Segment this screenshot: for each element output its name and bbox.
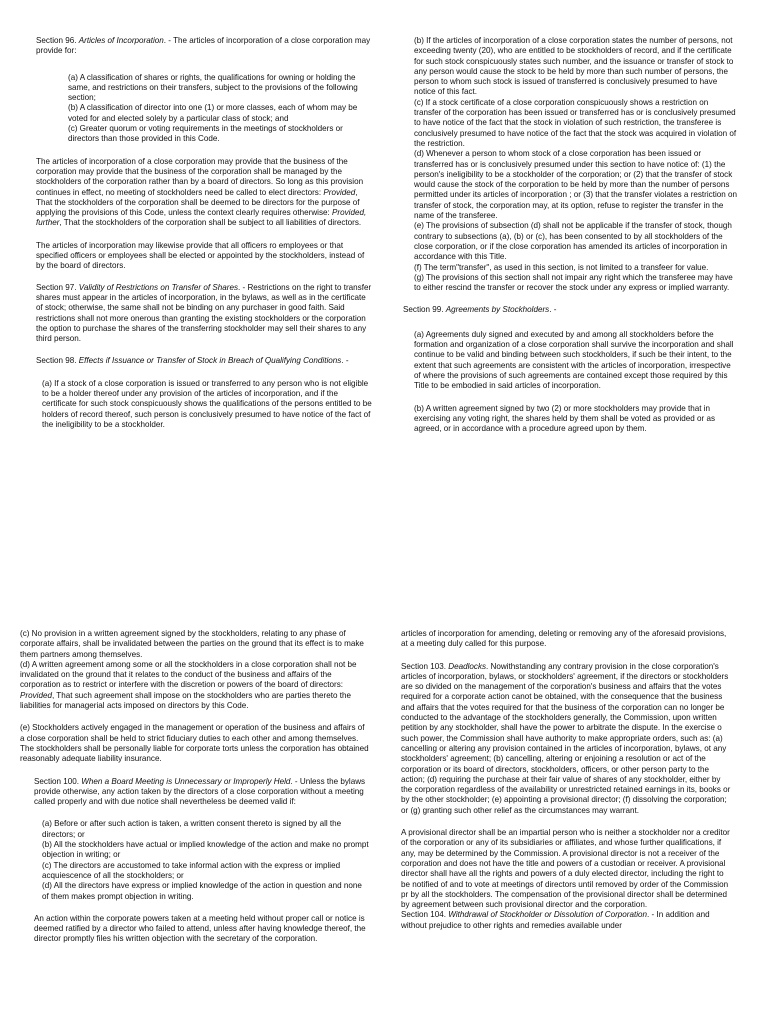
text-run: (d) A written agreement among some or all the stockholders in a close corporation shall not be invalidated on the ground that it relates to the conduct of the business and affairs of the corporation as to restrict or interfere with the discretion or powers of the board of directors: [20,659,357,690]
section-dash: . - [549,305,557,315]
section-97 [36,283,374,345]
section-number: Section 96. [36,36,77,45]
section-96-list [36,73,374,145]
list-item: (c) If a stock certificate of a close corporation conspicuously shows a restriction on transfer of the corporation has been issued or transferred has or is conclusively presumed to have notice of the fact that the stock in violation of such restriction, the transferee is conclusively presumed to have notice of the fact that the stock was acquired in violation of the restriction. [414,97,737,148]
section-number: Section 98. [36,356,77,366]
list-item: (e) The provisions of subsection (d) shall not be applicable if the transfer of stock, though contrary to subsections (a), (b) or (c), has been consented to by all stockholders of the close corporation, or if the close corporation has amended its articles of incorporation in accordance with this Title. [414,221,732,262]
section-104 [401,910,731,931]
section-dash: . - [341,356,349,366]
section-title: Deadlocks [448,661,487,671]
section-body: . - Unless the bylaws provide otherwise, any action taken by the directors of a close corporation without a meeting called properly and with due notice shall nevertheless be deemed valid if: [34,776,366,807]
paragraph-provisional-director: A provisional director shall be an impartial person who is neither a stockholder nor a creditor of the corporation or any of its subsidiaries or affiliates, and whose further qualifications, if any, may be determined by the Commission. A provisional director is not a receiver of the corporation and does not have the title and powers of a custodian or receiver. A provisional director shall have all the rights and powers of a duly elected director, including the right to be notified of and to vote at meetings of directors until removed by order of the Commission pr by all the stockholders. The compensation of the provisional director shall be determined by agreement between such provisional director and the corporation. [401,828,730,910]
list-item: (c) The directors are accustomed to take informal action with the express or implied acquiescence of all the stockholders; or [42,860,341,880]
paragraph-ratification: An action within the corporate powers taken at a meeting held without proper call or notice is deemed ratified by a director who failed to attend, unless after having knowledge thereof, the director promptly files his written objection with the secretary of the corporation. [34,913,366,944]
list-item [20,660,370,711]
section-number: Section 97. [36,282,77,292]
section-body: . - In addition and without prejudice to other rights and remedies available under [401,910,710,930]
list-item: (d) All the directors have express or implied knowledge of the action in question and none of them makes prompt objection in writing. [42,881,362,901]
list-item: (f) The term"transfer", as used in this section, is not limited to a transfeer for value. [414,262,709,272]
list-item: (b) All the stockholders have actual or implied knowledge of the action and make no prompt objection in writing; or [42,840,369,860]
section-103 [401,662,731,816]
section-body: . Nowithstanding any contrary provision in the close corporation's articles of incorporation, bylaws, or stockholders' agreement, if the directors or stockholders are so divided on the management of the corporation's business and affairs that the votes required for a corporate action canot be obtained, with the consequence that the business and affairs that the votes required for that the business of the corporation can no longer be conducted to the advantage of the stockholders generally, the Commission, upon written petition by any stockholder, shall have the power to arbitrate the dispute. In the exercise o such power, the Commission shall have authority to make appropriate orders, such as: (a) cancelling or altering any provision contained in the articles of incorporation, bylaws, ot any stockholders' agreement; (b) cancelling, altering or enjoining a resolution or act of the corporation or its board of directors, stockholders, officers, or other person party to the action; (d) requiring the purchase at their fair value of shares of any stockholder, either by the corporation regardless of the availability or unrestricted retained earnings in its, books or by the other stockholder; (e) appointing a provisional director; (f) dissolving the corporation; or (g) granting such other relief as the circumstances may warrant. [401,661,731,815]
paragraph-continued: articles of incorporation for amending, deleting or removing any of the aforesaid provisions, at a meeting duly called for this purpose. [401,629,727,649]
list-item: (a) A classification of shares or rights, the qualifications for owning or holding the same, and restrictions on their transfers, subject to the provisions of the following section; [68,72,358,103]
bottom-right-column [401,629,731,931]
list-item: (a) Before or after such action is taken, a written consent thereto is signed by all the directors; or [42,819,342,839]
list-item: (a) If a stock of a close corporation is issued or transferred to any person who is not eligible to be a holder thereof under any provision of the articles of incorporation, and if the certificate for such stock conspicuously shows the qualifications of the persons entitled to be holders of record thereof, such person is conclusively presumed to have notice of the fact of the ineligibility to be a stockholder. [42,378,372,429]
section-body: . - Restrictions on the right to transfer shares must appear in the articles of incorporation, in the bylaws, as well as in the certificate of stock; otherwise, the same shall not be binding on any purchaser in good faith. Said restrictions shall not more onerous than granting the existing stockholders or the corporation the option to purchase the shares of the transferring stockholder may sell their shares to any third person. [36,282,372,344]
section-title: Articles of Incorporation [78,36,164,45]
section-intro: . - The articles of incorporation of a close corporation may provide for: [36,36,371,56]
section-99-heading [403,305,737,315]
text-run: Provided [20,690,52,700]
text-run: , That the stockholders of the corporation shall be deemed to be directors for the purpose of applying the provisions of this Code, unless the context clearly requires otherwise: [36,187,360,218]
top-left-column [36,36,374,430]
text-run: , That the stockholders of the corporation shall be subject to all liabilities of directors. [59,218,362,228]
section-99-list [403,330,737,435]
paragraph-officers: The articles of incorporation may likewise provide that all officers ro employees or that specified officers or employees shall be elected or appointed by the stockholders, instead of by the board of directors. [36,240,365,271]
text-run: , That such agreement shall impose on the stockholders who are parties thereto the liabilities for managerial acts imposed on directors by this Code. [20,690,351,711]
text-run: The articles of incorporation of a close corporation may provide that the business of the corporation may provide that the business of the corporation shall be managed by the stockholders of the corporation rather than by a board of directors. So long as this provision continues in effect, no meeting of stockholders need be called to elect directors: [36,156,364,197]
text-run: Provided [323,187,356,197]
list-item: (e) Stockholders actively engaged in the management or operation of the business and affairs of a close corporation shall be held to strict fiduciary duties to each other and among themselves. The stockholders shall be personally liable for corporate torts unless the corporation has obtained reasonably adequate liability insurance. [20,723,369,764]
section-number: Section 104. [401,910,446,920]
list-item: (b) A written agreement signed by two (2) or more stockholders may provide that in exercising any voting right, the shares held by them shall be voted as provided or as agreed, or in accordance with a procedure agreed upon by them. [414,403,715,434]
section-title: When a Board Meeting is Unnecessary or Improperly Held [81,776,291,786]
bottom-left-column [20,629,370,945]
section-100 [20,777,370,808]
paragraph-managed-by-stockholders [36,157,374,229]
section-number: Section 103. [401,661,446,671]
list-item: (g) The provisions of this section shall not impair any right which the transferee may have to either rescind the transfer or recover the stock under any express or implied warranty. [414,272,733,293]
list-item: (b) A classification of director into one (1) or more classes, each of whom may be voted for and elected solely by a particular class of stock; and [68,103,358,123]
list-item: (c) Greater quorum or voting requirements in the meetings of stockholders or directors than those provided in this Code. [68,124,343,144]
list-item: (d) Whenever a person to whom stock of a close corporation has been issued or transferred has or is conclusively presumed under this section to have notice of: (1) the person's ineligibility to be a stockholder of the corporation; or (2) that the transfer of stock would cause the stock of the corporation to be held by more than the number of persons permitted under its articles of incorporation ; or (3) that the transfer violates a restriction on transfer of stock, the corporation may, at its option, refuse to register the transfer in the name of the transferee. [414,149,737,221]
list-item: (c) No provision in a written agreement signed by the stockholders, relating to any phase of corporate affairs, shall be invalidated between the parties on the ground that its effect is to make them partners among themselves. [20,629,364,659]
list-item: (a) Agreements duly signed and executed by and among all stockholders before the formation and organization of a close corporation shall survive the incorporation and shall continue to be valid and binding between such stockholders, if such be their intent, to the extent that such agreements are consistent with the articles of incorporation, irrespective of where the provisions of such agreements are contained except those required by this Title to be embodied in said articles of incorporation. [414,329,734,391]
text-run: Provided, further [36,208,367,228]
section-number: Section 100. [34,776,79,786]
section-title: Agreements by Stockholders [445,305,550,315]
section-title: Effects if Issuance or Transfer of Stock in Breach of Qualifying Conditions [78,356,342,366]
section-100-list [20,819,370,901]
section-title: Validity of Restrictions on Transfer of Shares [78,282,238,292]
section-96-heading [36,36,374,57]
top-right-column [403,36,737,434]
section-98-continued-list [403,36,737,293]
list-item: (b) If the articles of incorporation of a close corporation states the number of persons, not exceeding twenty (20), who are entitled to be stockholders of record, and if the certificate for such stock conspicuously states such number, and the issuance or transfer of stock to any person would cause the stock to be held by more than such number of persons, the person to whom such stock is issued of transferred is conclusively presumed to have notice of this fact. [414,36,734,97]
section-number: Section 99. [403,305,444,315]
section-title: Withdrawal of Stockholder or Dissolution of Corporation [448,910,648,920]
section-98-heading [36,356,374,366]
